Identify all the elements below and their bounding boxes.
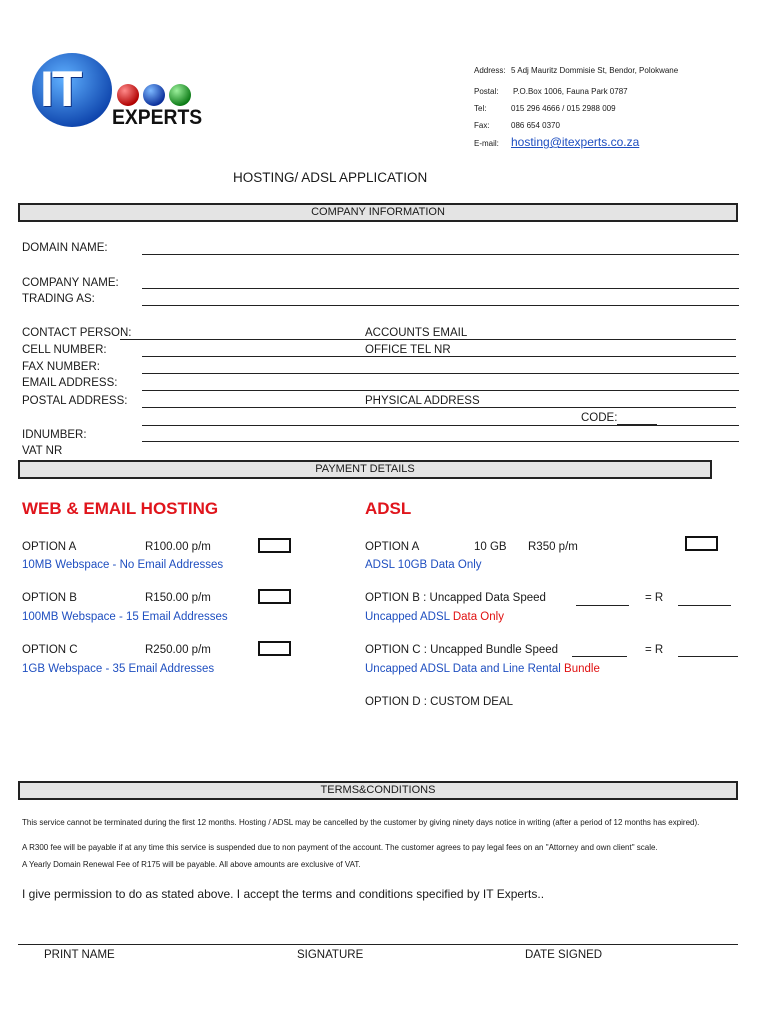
web-option-c-price: R250.00 p/m xyxy=(145,644,211,656)
signature-line[interactable] xyxy=(18,944,738,945)
adsl-option-b-label: OPTION B : Uncapped Data Speed xyxy=(365,592,546,604)
adsl-option-b-desc-main: Uncapped ADSL xyxy=(365,611,453,623)
fax-number-line[interactable] xyxy=(142,373,739,374)
adsl-option-c-speed-line[interactable] xyxy=(572,656,627,657)
web-option-b-price: R150.00 p/m xyxy=(145,592,211,604)
postal-address-line-2[interactable] xyxy=(142,425,739,426)
date-signed-label: DATE SIGNED xyxy=(525,949,603,961)
cell-number-label: CELL NUMBER: xyxy=(22,344,107,356)
logo-experts-text: EXPERTS xyxy=(112,106,203,129)
web-option-c-label: OPTION C xyxy=(22,644,78,656)
accounts-email-label: ACCOUNTS EMAIL xyxy=(365,327,468,339)
contact-person-label: CONTACT PERSON: xyxy=(22,327,132,339)
trading-as-line[interactable] xyxy=(142,305,739,306)
postal-address-label: POSTAL ADDRESS: xyxy=(22,395,128,407)
web-option-c-desc: 1GB Webspace - 35 Email Addresses xyxy=(22,663,215,675)
adsl-option-b-amount-line[interactable] xyxy=(678,605,731,606)
adsl-option-c-eq: = R xyxy=(645,644,664,656)
adsl-option-b-eq: = R xyxy=(645,592,664,604)
web-option-a-label: OPTION A xyxy=(22,541,77,553)
id-number-label: IDNUMBER: xyxy=(22,429,87,441)
fax-label: Fax: xyxy=(474,121,490,130)
terms-paragraph-1: This service cannot be terminated during the first 12 months. Hosting / ADSL may be cancelled by the customer by giving ninety days notice in writing (after a period of 12 months has expired). xyxy=(22,818,700,827)
adsl-option-c-desc xyxy=(365,663,600,675)
fax-number-label: FAX NUMBER: xyxy=(22,361,100,373)
email-address-line[interactable] xyxy=(142,390,739,391)
web-option-c-checkbox[interactable] xyxy=(258,641,291,656)
domain-name-line[interactable] xyxy=(142,254,739,255)
postal-value: P.O.Box 1006, Fauna Park 0787 xyxy=(513,87,628,96)
cell-number-line[interactable] xyxy=(142,356,736,357)
company-info-title: COMPANY INFORMATION xyxy=(311,206,445,218)
adsl-option-a-label: OPTION A xyxy=(365,541,420,553)
tel-value: 015 296 4666 / 015 2988 009 xyxy=(511,104,616,113)
page-title: HOSTING/ ADSL APPLICATION xyxy=(233,170,428,185)
permission-statement: I give permission to do as stated above. I accept the terms and conditions specified by IT Experts.. xyxy=(22,887,545,901)
tel-label: Tel: xyxy=(474,104,487,113)
email-label: E-mail: xyxy=(474,139,499,148)
company-name-line[interactable] xyxy=(142,288,739,289)
company-name-label: COMPANY NAME: xyxy=(22,277,119,289)
web-option-b-label: OPTION B xyxy=(22,592,77,604)
physical-address-label: PHYSICAL ADDRESS xyxy=(365,395,480,407)
domain-name-label: DOMAIN NAME: xyxy=(22,242,108,254)
web-option-b-desc: 100MB Webspace - 15 Email Addresses xyxy=(22,611,228,623)
fax-value: 086 654 0370 xyxy=(511,121,560,130)
vat-number-label: VAT NR xyxy=(22,445,63,457)
logo-it-text: IT xyxy=(40,61,81,117)
postal-address-line[interactable] xyxy=(142,407,736,408)
postal-label: Postal: xyxy=(474,87,499,96)
trading-as-label: TRADING AS: xyxy=(22,293,95,305)
adsl-option-b-desc-highlight: Data Only xyxy=(452,611,504,623)
email-address-label: EMAIL ADDRESS: xyxy=(22,377,118,389)
address-label: Address: xyxy=(474,66,506,75)
adsl-option-a-checkbox[interactable] xyxy=(685,536,718,551)
adsl-option-d-label: OPTION D : CUSTOM DEAL xyxy=(365,696,514,708)
terms-header xyxy=(18,781,738,800)
adsl-option-c-desc-highlight: Bundle xyxy=(564,663,600,675)
adsl-option-c-label: OPTION C : Uncapped Bundle Speed xyxy=(365,644,559,656)
payment-details-header xyxy=(18,460,712,479)
company-info-header xyxy=(18,203,738,222)
adsl-option-b-desc xyxy=(365,611,504,623)
adsl-option-b-speed-line[interactable] xyxy=(576,605,629,606)
terms-paragraph-3: A Yearly Domain Renewal Fee of R175 will be payable. All above amounts are exclusive of VAT. xyxy=(22,860,361,869)
web-option-a-desc: 10MB Webspace - No Email Addresses xyxy=(22,559,224,571)
code-label: CODE: xyxy=(581,412,618,424)
web-option-b-checkbox[interactable] xyxy=(258,589,291,604)
email-link[interactable]: hosting@itexperts.co.za xyxy=(511,135,640,149)
adsl-option-c-amount-line[interactable] xyxy=(678,656,738,657)
company-logo xyxy=(30,50,215,135)
terms-title: TERMS&CONDITIONS xyxy=(320,784,436,796)
adsl-option-c-desc-main: Uncapped ADSL Data and Line Rental xyxy=(365,663,565,675)
adsl-option-a-size: 10 GB xyxy=(474,541,507,553)
id-number-line[interactable] xyxy=(142,441,739,442)
adsl-option-a-desc: ADSL 10GB Data Only xyxy=(365,559,482,571)
terms-paragraph-2: A R300 fee will be payable if at any time this service is suspended due to non payment of the account. The customer agrees to pay legal fees on an "Attorney and own client" scale. xyxy=(22,843,658,852)
web-hosting-heading: WEB & EMAIL HOSTING xyxy=(22,499,219,518)
address-value: 5 Adj Mauritz Dommisie St, Bendor, Polokwane xyxy=(511,66,679,75)
adsl-heading: ADSL xyxy=(365,499,412,518)
payment-details-title: PAYMENT DETAILS xyxy=(315,463,415,475)
signature-label: SIGNATURE xyxy=(297,949,364,961)
web-option-a-price: R100.00 p/m xyxy=(145,541,211,553)
contact-person-line[interactable] xyxy=(120,339,736,340)
office-tel-label: OFFICE TEL NR xyxy=(365,344,451,356)
web-option-a-checkbox[interactable] xyxy=(258,538,291,553)
print-name-label: PRINT NAME xyxy=(44,949,115,961)
adsl-option-a-price: R350 p/m xyxy=(528,541,578,553)
